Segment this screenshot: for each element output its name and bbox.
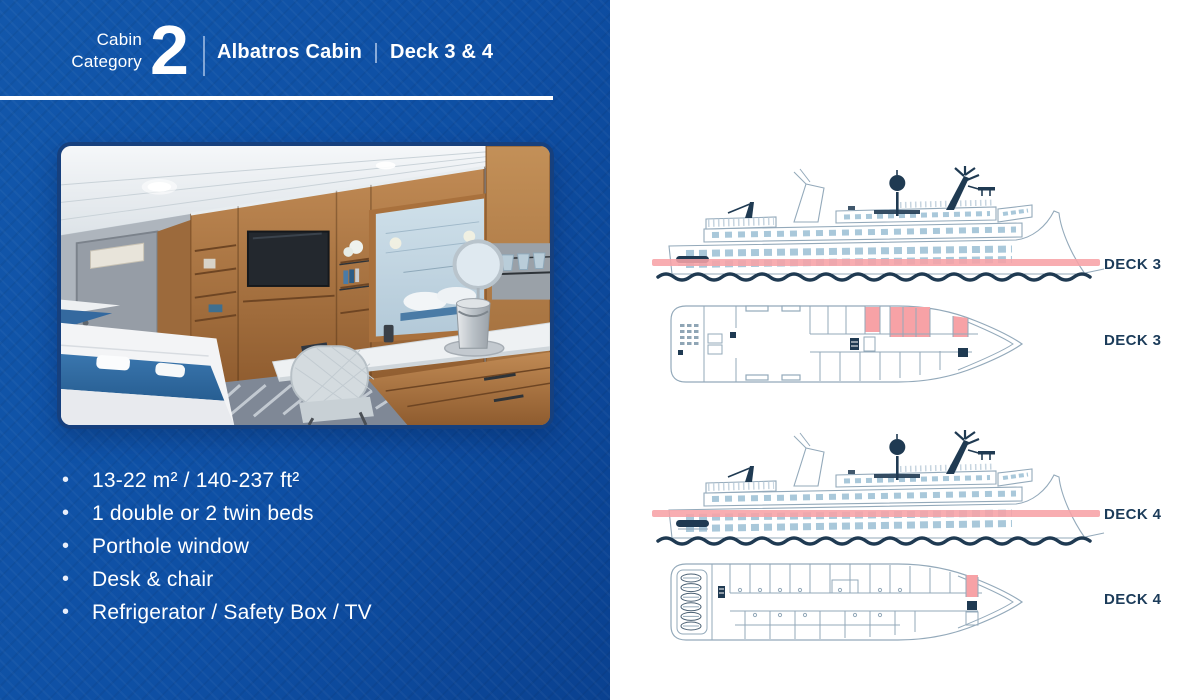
feature-item: [62, 530, 602, 563]
header-underline: [0, 96, 553, 100]
deck-label-plan-3: DECK 3: [1104, 332, 1162, 349]
deck3-highlight-line: [652, 259, 1100, 266]
cabin-category-number: 2: [150, 11, 189, 89]
deck3-floor-plan: [660, 304, 1032, 388]
cabin-title: [217, 41, 493, 64]
cabin-photo: [57, 142, 554, 429]
bullet-dot: •: [62, 469, 70, 491]
header-vertical-divider: [203, 36, 205, 76]
deck-label-profile-3: DECK 3: [1104, 256, 1162, 273]
cabin-category-label: [30, 29, 142, 73]
title-separator: [375, 43, 377, 63]
ship-side-profile-deck4: [648, 430, 1108, 560]
bullet-dot: •: [62, 535, 70, 557]
feature-text: Porthole window: [92, 534, 250, 558]
feature-text: 13-22 m² / 140-237 ft²: [92, 468, 300, 492]
deck-diagrams-panel: [610, 0, 1200, 700]
deck-label-plan-4: DECK 4: [1104, 591, 1162, 608]
ship-side-profile-deck3: [648, 166, 1108, 296]
cabin-category-line1: Cabin: [96, 30, 142, 49]
deck-info: Deck 3 & 4: [390, 41, 494, 63]
feature-text: Refrigerator / Safety Box / TV: [92, 600, 372, 624]
bullet-dot: •: [62, 502, 70, 524]
deck-label-profile-4: DECK 4: [1104, 506, 1162, 523]
cabin-photo-art: [61, 146, 550, 425]
deck4-highlight-line: [652, 510, 1100, 517]
deck4-floor-plan: [660, 562, 1032, 646]
cabin-name: Albatros Cabin: [217, 41, 363, 63]
cabin-features-list: [0, 464, 602, 629]
cabin-category-line2: Category: [71, 52, 142, 71]
feature-text: 1 double or 2 twin beds: [92, 501, 314, 525]
bullet-dot: •: [62, 601, 70, 623]
bullet-dot: •: [62, 568, 70, 590]
feature-text: Desk & chair: [92, 567, 214, 591]
feature-item: [62, 596, 602, 629]
feature-item: [62, 563, 602, 596]
feature-item: [62, 497, 602, 530]
feature-item: [62, 464, 602, 497]
